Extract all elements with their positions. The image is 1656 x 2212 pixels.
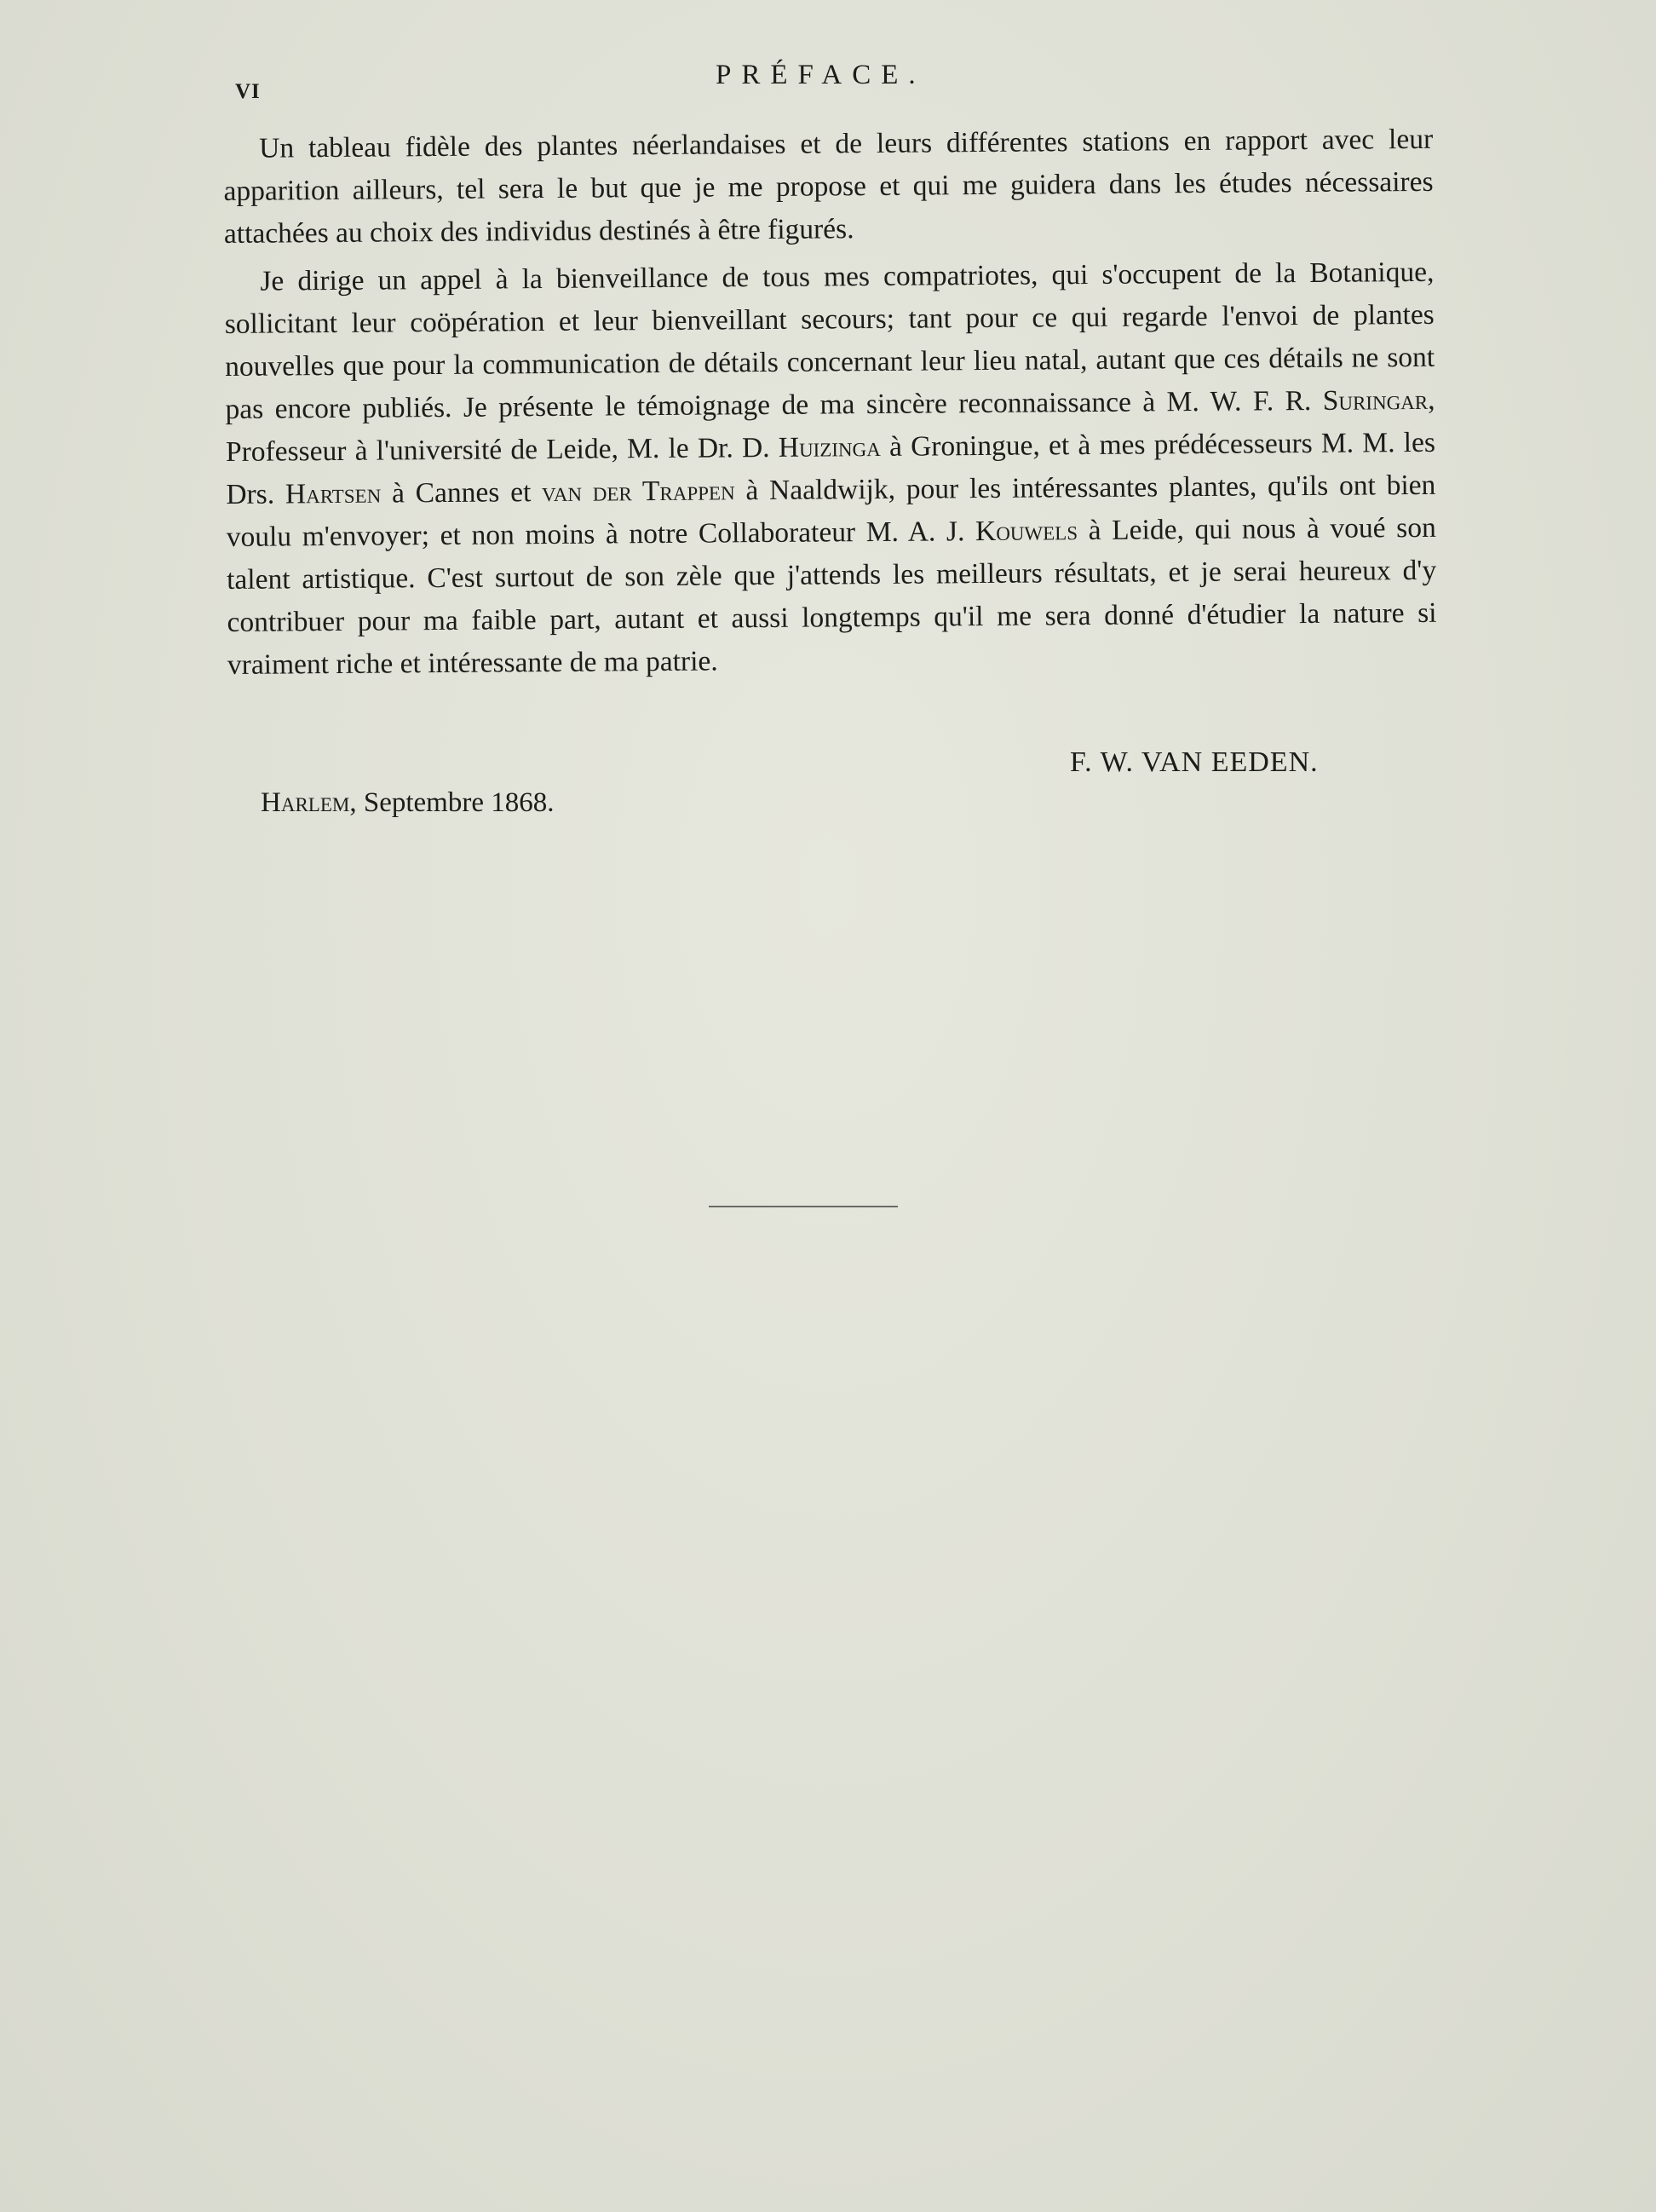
page-number: VI [235, 80, 261, 103]
running-head: PRÉFACE. [716, 60, 926, 90]
preface-body [223, 118, 1437, 692]
name-kouwels: Kouwels [975, 515, 1078, 548]
place-and-date [261, 787, 554, 819]
text-segment: à Naaldwijk, pour les intéressantes plantes, qu'ils ont bien voulu m'envoyer; et non moins à notre Collaborateur M. A. J. [226, 469, 1436, 553]
place-name: Harlem [261, 787, 350, 818]
text-segment: à Groningue, et à mes prédécesseurs M. M. les Drs. [226, 426, 1436, 510]
text-segment: Je dirige un appel à la bienveillance de tous mes compatriotes, qui s'occupent de la Botanique, sollicitant leur coöpération et leur bienveillant secours; tant pour ce qui regarde l'envoi de plantes nouvelles que pour la communication de détails concernant leur lieu natal, autant que ces détails ne sont pas encore publiés. Je présente le témoignage de ma sincère reconnaissance à M. W. F. R. [224, 256, 1435, 425]
section-divider [709, 1206, 898, 1207]
text-segment: à Cannes et [381, 476, 543, 510]
text-segment: , Professeur à l'université de Leide, M. le Dr. D. [225, 383, 1435, 468]
paragraph-1: Un tableau fidèle des plantes néerlandaises et de leurs différentes stations en rapport avec leur apparition ailleurs, tel sera le but que je me propose et qui me guidera dans les études nécessaires attachées au choix des individus destinés à être figurés. [223, 123, 1434, 250]
text-segment: à Leide, qui nous à voué son talent artistique. C'est surtout de son zèle que j'attends les meilleurs résultats, et je serai heureux d'y contribuer pour ma faible part, autant et aussi longtemps qu'il me sera donné d'étudier la nature si vraiment riche et intéressante de ma patrie. [227, 511, 1437, 681]
name-van-der-trappen: van der Trappen [541, 475, 735, 509]
name-suringar: Suringar [1322, 383, 1429, 417]
date-text: , Septembre 1868. [349, 787, 555, 818]
paragraph-2 [224, 251, 1437, 687]
author-signature: F. W. VAN EEDEN. [1070, 746, 1319, 778]
name-hartsen: Hartsen [285, 477, 382, 510]
name-huizinga: Huizinga [778, 430, 881, 464]
